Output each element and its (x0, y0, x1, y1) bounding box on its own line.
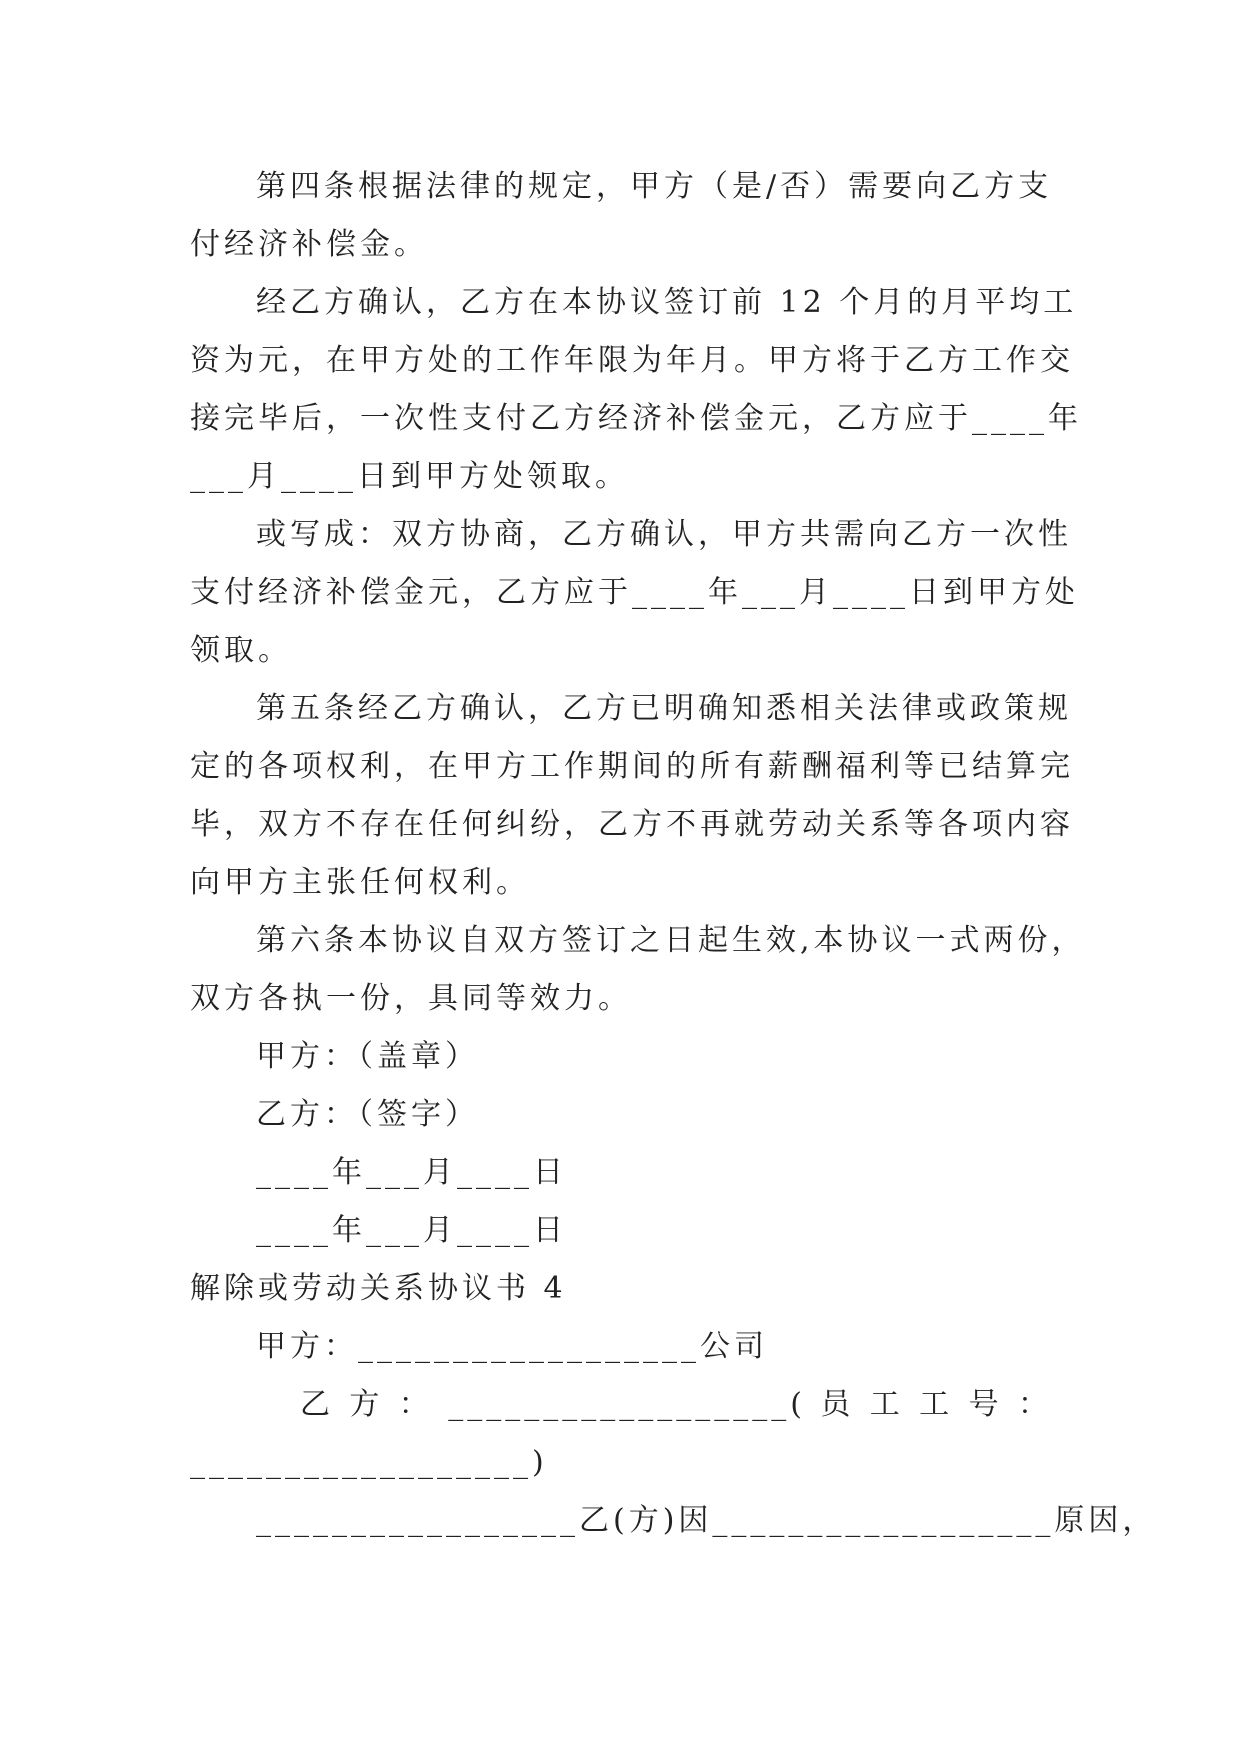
article-4-line-2: 付经济补偿金。 (190, 227, 428, 262)
article-6-line-2: 双方各执一份，具同等效力。 (190, 981, 632, 1016)
alternative-line-2: 支付经济补偿金元，乙方应于____年___月____日到甲方处 (190, 575, 1079, 610)
article-6-line-1: 第六条本协议自双方签订之日起生效,本协议一式两份， (256, 923, 1086, 958)
confirmation-line-2: 资为元，在甲方处的工作年限为年月。甲方将于乙方工作交 (190, 343, 1074, 378)
confirmation-line-4: ___月____日到甲方处领取。 (190, 459, 629, 494)
agreement-title: 解除或劳动关系协议书 4 (190, 1271, 567, 1306)
party-b-employee: 乙 方 ： __________________( 员 工 工 号 ： (300, 1387, 1052, 1422)
article-5-line-3: 毕，双方不存在任何纠纷，乙方不再就劳动关系等各项内容 (190, 807, 1074, 842)
article-5-line-2: 定的各项权利，在甲方工作期间的所有薪酬福利等已结算完 (190, 749, 1074, 784)
confirmation-line-3: 接完毕后，一次性支付乙方经济补偿金元，乙方应于____年 (190, 401, 1082, 436)
date-line-2: ____年___月____日 (256, 1213, 567, 1248)
article-4-line-1: 第四条根据法律的规定，甲方（是/否）需要向乙方支 (256, 169, 1053, 204)
party-a-seal: 甲方：（盖章） (256, 1039, 479, 1074)
document-page (190, 158, 1157, 1550)
party-a-company: 甲方：__________________公司 (256, 1329, 768, 1364)
alternative-line-1: 或写成：双方协商，乙方确认，甲方共需向乙方一次性 (256, 517, 1072, 552)
employee-number-blank: __________________) (190, 1445, 548, 1480)
confirmation-line-1: 经乙方确认，乙方在本协议签订前 12 个月的月平均工 (256, 285, 1078, 320)
alternative-line-3: 领取。 (190, 633, 292, 668)
article-5-line-1: 第五条经乙方确认，乙方已明确知悉相关法律或政策规 (256, 691, 1072, 726)
reason-line: _________________乙(方)因__________________原因， (256, 1503, 1157, 1538)
party-b-signature: 乙方：（签字） (256, 1097, 479, 1132)
article-5-line-4: 向甲方主张任何权利。 (190, 865, 530, 900)
date-line-1: ____年___月____日 (256, 1155, 567, 1190)
